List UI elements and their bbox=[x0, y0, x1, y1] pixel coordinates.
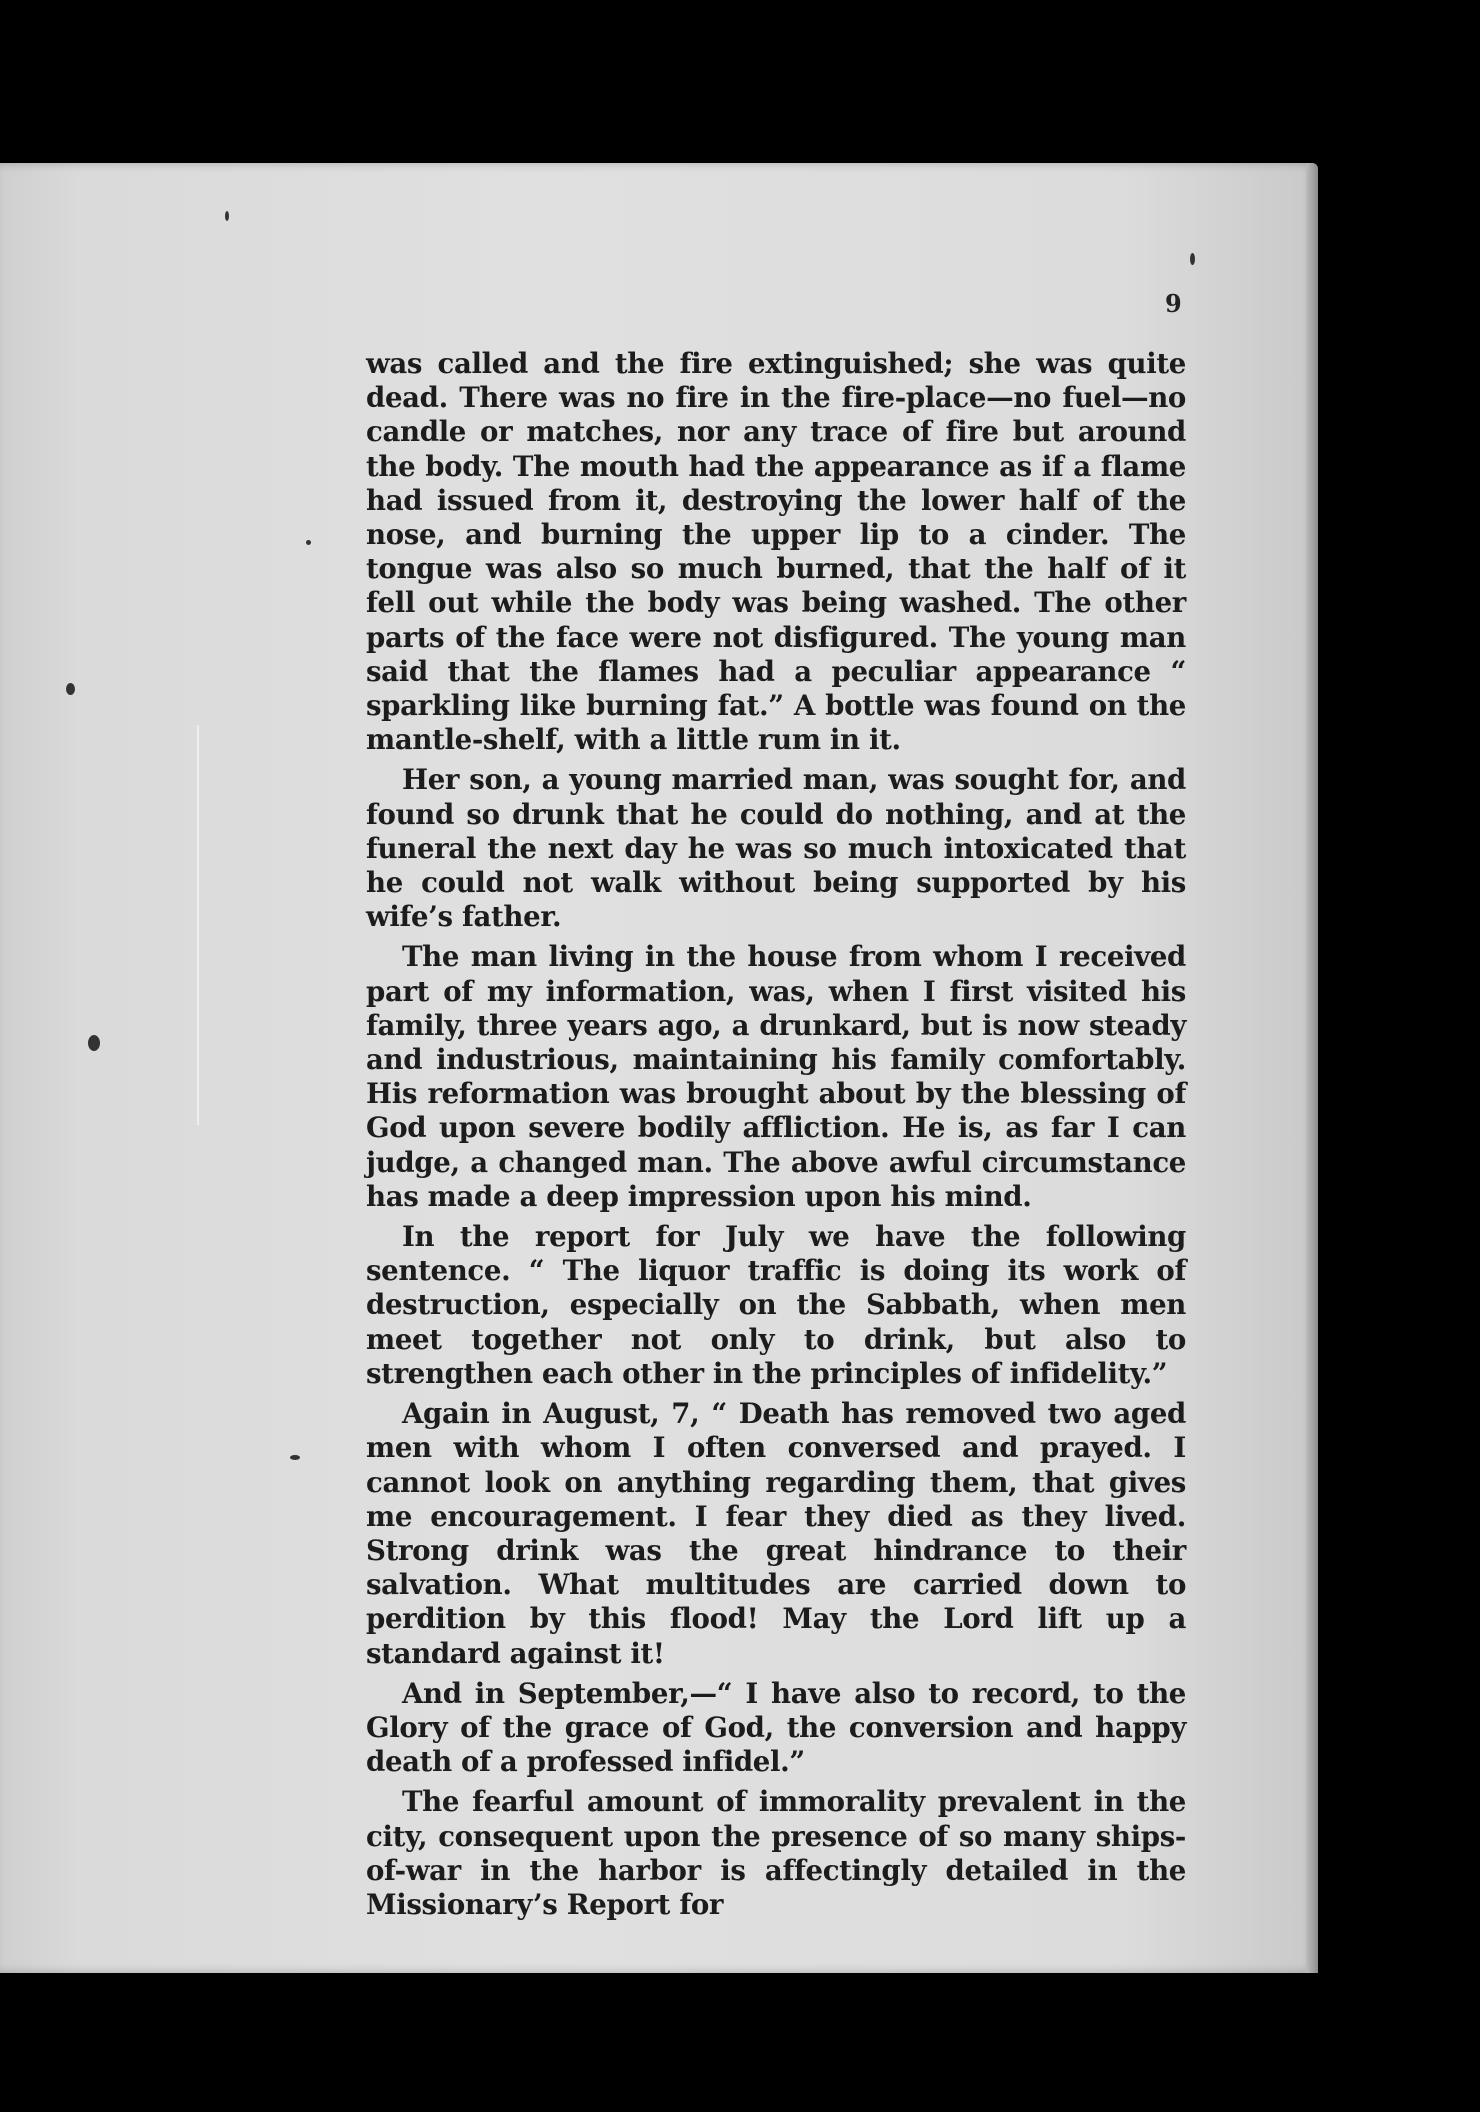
body-text bbox=[366, 347, 1186, 1928]
page-number: 9 bbox=[1165, 289, 1182, 318]
paragraph: was called and the fire extinguished; she was quite dead. There was no fire in the fire-place—no fuel—no candle or matches, nor any trace of fire but around the body. The mouth had the appearance as if a flame had issued from it, destroying the lower half of the nose, and burning the upper lip to a cinder. The tongue was also so much burned, that the half of it fell out while the body was being washed. The other parts of the face were not disfigured. The young man said that the flames had a peculiar appearance “ sparkling like burning fat.” A bottle was found on the mantle-shelf, with a little rum in it. bbox=[366, 347, 1186, 757]
ink-speck bbox=[306, 540, 311, 545]
ink-speck bbox=[66, 683, 75, 695]
page-edge-shadow bbox=[1306, 163, 1318, 1973]
paragraph: In the report for July we have the following sentence. “ The liquor traffic is doing its work of destruction, especially on the Sabbath, when men meet together not only to drink, but also to strengthen each other in the principles of infidelity.” bbox=[366, 1220, 1186, 1390]
ink-speck bbox=[88, 1035, 100, 1051]
paragraph: And in September,—“ I have also to record, to the Glory of the grace of God, the conversion and happy death of a professed infidel.” bbox=[366, 1676, 1186, 1779]
paragraph: The man living in the house from whom I received part of my information, was, when I first visited his family, three years ago, a drunkard, but is now steady and industrious, maintaining his family comfortably. His reformation was brought about by the blessing of God upon severe bodily affliction. He is, as far I can judge, a changed man. The above awful circumstance has made a deep impression upon his mind. bbox=[366, 940, 1186, 1213]
paragraph: Her son, a young married man, was sought for, and found so drunk that he could do nothing, and at the funeral the next day he was so much intoxicated that he could not walk without being supported by his wife’s father. bbox=[366, 763, 1186, 934]
paragraph: Again in August, 7, “ Death has removed two aged men with whom I often conversed and prayed. I cannot look on anything regarding them, that gives me encouragement. I fear they died as they lived. Strong drink was the great hindrance to their salvation. What multitudes are carried down to perdition by this flood! May the Lord lift up a standard against it! bbox=[366, 1397, 1186, 1670]
ink-speck bbox=[290, 1455, 300, 1460]
ink-speck bbox=[225, 211, 229, 221]
ink-speck bbox=[1190, 253, 1195, 265]
scanned-page bbox=[0, 163, 1318, 1973]
bleed-through-mark bbox=[197, 725, 199, 1125]
paragraph: The fearful amount of immorality prevalent in the city, consequent upon the presence of so many ships-of-war in the harbor is affectingly detailed in the Missionary’s Report for bbox=[366, 1785, 1186, 1921]
